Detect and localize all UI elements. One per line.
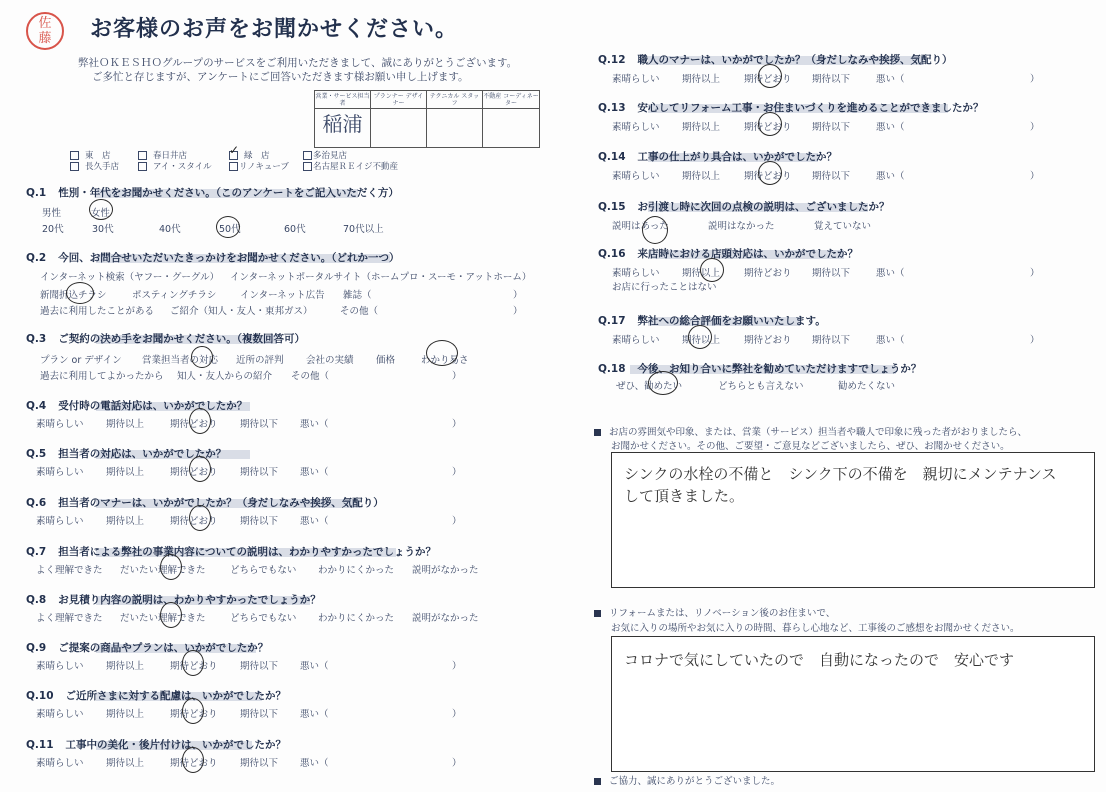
question-q16: Q.16 来店時における店頭対応は、いかがでしたか？: [598, 248, 859, 260]
option-mostly-understood[interactable]: だいたい理解できた: [120, 565, 206, 576]
option-excellent[interactable]: 素晴らしい: [36, 709, 84, 720]
store-nagakute[interactable]: 長久手店: [70, 160, 119, 172]
option-excellent[interactable]: 素晴らしい: [612, 335, 660, 346]
answer-circle: [758, 161, 782, 185]
question-q3: Q.3 ご契約の決め手をお聞かせください。（複数回答可）: [26, 333, 305, 345]
option-above-expectation[interactable]: 期待以上: [682, 335, 721, 346]
option-excellent[interactable]: 素晴らしい: [36, 758, 84, 769]
question-q8: Q.8 お見積り内容の説明は、わかりやすかったでしょうか？: [26, 594, 321, 606]
option-bad[interactable]: 悪い（: [300, 661, 329, 672]
option-neutral[interactable]: どちらでもない: [230, 613, 297, 624]
option-as-expected[interactable]: 期待どおり: [170, 709, 218, 720]
question-q9: Q.9 ご提案の商品やプランは、いかがでしたか？: [26, 642, 269, 654]
option-excellent[interactable]: 素晴らしい: [612, 122, 660, 133]
staff-value-realestate: [483, 109, 539, 147]
option-excellent[interactable]: 素晴らしい: [612, 171, 660, 182]
option-above-expectation[interactable]: 期待以上: [106, 661, 145, 672]
question-q2: Q.2 今回、お問合せいただいたきっかけをお聞かせください。（どれか一つ）: [26, 252, 400, 264]
option-bad[interactable]: 悪い（: [876, 171, 905, 182]
answer-circle: [189, 408, 211, 434]
store-midori[interactable]: ✓ 緑 店: [229, 143, 270, 161]
option-as-expected[interactable]: 期待どおり: [744, 171, 792, 182]
option-below-expectation[interactable]: 期待以下: [240, 758, 279, 769]
checkbox-icon: [303, 162, 312, 171]
option-hard-to-understand[interactable]: わかりにくかった: [318, 613, 395, 624]
option-bad[interactable]: 悪い（: [300, 516, 329, 527]
answer-circle: [216, 216, 240, 238]
question-q11: Q.11 工事中の美化・後片付けは、いかがでしたか？: [26, 739, 287, 751]
option-mostly-understood[interactable]: だいたい理解できた: [120, 613, 206, 624]
comment-prompt-2: お聞かせください。その他、ご要望・ご意見などございましたら、ぜひ、お聞かせください。: [611, 441, 1010, 452]
answer-circle: [182, 650, 204, 676]
option-bad-close: ）: [452, 709, 462, 720]
checkbox-icon: [70, 151, 79, 160]
option-clarity[interactable]: わかり易さ: [421, 355, 469, 366]
answer-circle: [182, 698, 204, 724]
answer-circle: [189, 456, 211, 482]
checkbox-icon: [70, 162, 79, 171]
answer-circle: [758, 112, 782, 136]
option-40s[interactable]: 40代: [159, 224, 181, 235]
option-70s-plus[interactable]: 70代以上: [343, 224, 384, 235]
option-male[interactable]: 男性: [42, 208, 62, 219]
question-q14: Q.14 工事の仕上がり具合は、いかがでしたか？: [598, 151, 838, 163]
option-track-record[interactable]: 会社の実績: [306, 355, 354, 366]
question-q18: Q.18 今後、お知り合いに弊社を勧めていただけますでしょうか？: [598, 363, 922, 375]
seal-stamp: 佐 藤: [26, 12, 64, 50]
option-understood-well[interactable]: よく理解できた: [36, 613, 103, 624]
option-other[interactable]: その他（: [340, 306, 379, 317]
answer-circle: [642, 216, 668, 244]
question-q7: Q.7 担当者による弊社の事業内容についての説明は、わかりやすかったでしょうか？: [26, 546, 437, 558]
option-as-expected[interactable]: 期待どおり: [170, 419, 218, 430]
option-sales-response[interactable]: 営業担当者の対応: [142, 355, 219, 366]
answer-circle: [648, 371, 678, 395]
option-bad-close: ）: [452, 516, 462, 527]
checkbox-checked-icon: ✓: [229, 151, 238, 160]
option-as-expected[interactable]: 期待どおり: [170, 758, 218, 769]
option-below-expectation[interactable]: 期待以下: [812, 171, 851, 182]
question-q5: Q.5 担当者の対応は、いかがでしたか？: [26, 448, 227, 460]
option-internet-ad[interactable]: インターネット広告: [240, 290, 325, 301]
staff-header-technical: テクニカル スタッフ: [427, 91, 483, 109]
comment-answer-line-2: して頂きました。: [624, 487, 745, 505]
intro-line-2: ご多忙と存じますが、アンケートにご回答いただきます様お願い申し上げます。: [92, 71, 469, 83]
comment-box-2[interactable]: [611, 636, 1095, 772]
option-posting-flyer[interactable]: ポスティングチラシ: [132, 290, 217, 301]
answer-circle: [191, 346, 213, 368]
option-newspaper-flyer[interactable]: 新聞折込チラシ: [40, 290, 107, 301]
option-bad[interactable]: 悪い（: [300, 709, 329, 720]
store-istyle[interactable]: アイ・スタイル: [138, 160, 212, 172]
option-neutral[interactable]: どちらでもない: [230, 565, 297, 576]
option-good-past[interactable]: 過去に利用してよかったから: [40, 371, 164, 382]
option-magazine[interactable]: 雑誌（: [343, 290, 372, 301]
answer-circle: [700, 258, 724, 282]
option-below-expectation[interactable]: 期待以下: [240, 419, 279, 430]
store-nagoya-realestate[interactable]: 名古屋ＲＥイジ不動産: [303, 160, 398, 172]
option-bad-close: ）: [452, 758, 462, 769]
option-bad-close: ）: [452, 467, 462, 478]
option-above-expectation[interactable]: 期待以上: [106, 419, 145, 430]
answer-circle: [688, 325, 712, 349]
footer-thanks: ご協力、誠にありがとうございました。: [594, 773, 780, 787]
option-below-expectation[interactable]: 期待以下: [240, 467, 279, 478]
option-understood-well[interactable]: よく理解できた: [36, 565, 103, 576]
option-50s[interactable]: 50代: [219, 224, 241, 235]
option-below-expectation[interactable]: 期待以下: [812, 74, 851, 85]
page-title: お客様のお声をお聞かせください。: [90, 17, 459, 42]
option-above-expectation[interactable]: 期待以上: [106, 516, 145, 527]
option-friend-referral[interactable]: 知人・友人からの紹介: [177, 371, 273, 382]
store-renocube[interactable]: リノキューブ: [229, 160, 289, 172]
option-60s[interactable]: 60代: [284, 224, 306, 235]
question-q4: Q.4 受付時の電話対応は、いかがでしたか？: [26, 400, 248, 412]
comment-answer-line-3: コロナで気にしていたので 自動になったので 安心です: [624, 651, 1015, 669]
bullet-square-icon: [594, 610, 601, 617]
staff-value-planner: [371, 109, 427, 147]
checkbox-icon: [138, 162, 147, 171]
answer-circle: [426, 340, 458, 366]
option-bad-close: ）: [1030, 171, 1040, 182]
staff-value-sales: 稲浦: [315, 109, 371, 147]
comment-prompt-1: お店の雰囲気や印象、または、営業（サービス）担当者や職人で印象に残った者がおりましたら、: [594, 424, 1027, 438]
option-as-expected[interactable]: 期待どおり: [744, 335, 792, 346]
option-price[interactable]: 価格: [376, 355, 396, 366]
option-internet-search[interactable]: インターネット検索（ヤフー・グーグル）: [40, 272, 220, 283]
bullet-square-icon: [594, 778, 601, 785]
option-reputation[interactable]: 近所の評判: [236, 355, 284, 366]
question-q17: Q.17 弊社への総合評価をお願いいたします。: [598, 315, 826, 327]
option-hard-to-understand[interactable]: わかりにくかった: [318, 565, 395, 576]
question-q6: Q.6 担当者のマナーは、いかがでしたか？（身だしなみや挨拶、気配り）: [26, 497, 384, 509]
option-portal-site[interactable]: インターネットポータルサイト（ホームプロ・スーモ・アットホーム）: [230, 272, 532, 283]
option-magazine-close: ）: [513, 290, 523, 301]
option-other[interactable]: その他（: [291, 371, 330, 382]
option-above-expectation[interactable]: 期待以上: [682, 171, 721, 182]
option-as-expected[interactable]: 期待どおり: [170, 661, 218, 672]
option-recommend-yes[interactable]: ぜひ、勧めたい: [616, 381, 683, 392]
option-as-expected[interactable]: 期待どおり: [170, 467, 218, 478]
checkbox-icon: [229, 162, 238, 171]
option-below-expectation[interactable]: 期待以下: [812, 122, 851, 133]
checkbox-icon: [138, 151, 147, 160]
option-recommend-no[interactable]: 勧めたくない: [838, 381, 896, 392]
option-no-explanation[interactable]: 説明がなかった: [412, 565, 479, 576]
comment-prompt-3: リフォームまたは、リノベーション後のお住まいで、: [594, 605, 835, 619]
store-tajimi[interactable]: 多治見店: [303, 149, 347, 161]
option-excellent[interactable]: 素晴らしい: [612, 268, 660, 279]
option-above-expectation[interactable]: 期待以上: [682, 268, 721, 279]
option-below-expectation[interactable]: 期待以下: [240, 516, 279, 527]
answer-circle: [89, 199, 113, 220]
answer-circle: [182, 747, 204, 773]
option-referral[interactable]: ご紹介（知人・友人・東邦ガス）: [170, 306, 313, 317]
option-bad[interactable]: 悪い（: [876, 335, 905, 346]
answer-circle: [66, 282, 94, 304]
option-no-explanation[interactable]: 説明がなかった: [412, 613, 479, 624]
staff-header-sales: 営業・サービス担当者: [315, 93, 370, 107]
option-bad-close: ）: [1030, 74, 1040, 85]
store-east[interactable]: 東 店: [70, 149, 111, 161]
answer-circle: [189, 505, 211, 531]
staff-value-technical: [427, 109, 483, 147]
option-plan-design[interactable]: プラン or デザイン: [40, 355, 122, 366]
checkbox-icon: [303, 151, 312, 160]
option-above-expectation[interactable]: 期待以上: [106, 758, 145, 769]
question-q10: Q.10 ご近所さまに対する配慮は、いかがでしたか？: [26, 690, 287, 702]
option-20s[interactable]: 20代: [42, 224, 64, 235]
option-excellent[interactable]: 素晴らしい: [36, 516, 84, 527]
option-bad[interactable]: 悪い（: [300, 419, 329, 430]
answer-circle: [758, 64, 782, 88]
option-other-close: ）: [513, 306, 523, 317]
option-below-expectation[interactable]: 期待以下: [812, 335, 851, 346]
option-above-expectation[interactable]: 期待以上: [682, 122, 721, 133]
option-below-expectation[interactable]: 期待以下: [240, 709, 279, 720]
comment-answer-line-1: シンクの水栓の不備と シンク下の不備を 親切にメンテナンス: [624, 465, 1057, 483]
option-never-visited[interactable]: お店に行ったことはない: [612, 282, 717, 293]
answer-circle: [160, 554, 182, 580]
option-above-expectation[interactable]: 期待以上: [106, 467, 145, 478]
option-bad-close: ）: [1030, 122, 1040, 133]
comment-box-1[interactable]: [611, 452, 1095, 588]
option-past-user[interactable]: 過去に利用したことがある: [40, 306, 155, 317]
option-excellent[interactable]: 素晴らしい: [612, 74, 660, 85]
option-excellent[interactable]: 素晴らしい: [36, 661, 84, 672]
option-above-expectation[interactable]: 期待以上: [682, 74, 721, 85]
answer-circle: [160, 602, 182, 628]
question-q13: Q.13 安心してリフォーム工事・お住まいづくりを進めることができましたか？: [598, 102, 984, 114]
option-below-expectation[interactable]: 期待以下: [240, 661, 279, 672]
staff-table: [314, 90, 540, 148]
option-bad[interactable]: 悪い（: [876, 122, 905, 133]
option-bad[interactable]: 悪い（: [300, 467, 329, 478]
option-above-expectation[interactable]: 期待以上: [106, 709, 145, 720]
option-bad[interactable]: 悪い（: [876, 74, 905, 85]
option-not-explained[interactable]: 説明はなかった: [708, 221, 775, 232]
question-q1: Q.1 性別・年代をお聞かせください。（このアンケートをご記入いただく方）: [26, 187, 399, 199]
option-bad-close: ）: [452, 419, 462, 430]
option-recommend-neutral[interactable]: どちらとも言えない: [718, 381, 804, 392]
option-explained[interactable]: 説明はあった: [612, 221, 669, 232]
question-q12: Q.12 職人のマナーは、いかがでしたか？（身だしなみや挨拶、気配り）: [598, 54, 953, 66]
option-bad[interactable]: 悪い（: [876, 268, 905, 279]
option-as-expected[interactable]: 期待どおり: [170, 516, 218, 527]
option-bad-close: ）: [1030, 268, 1040, 279]
option-female[interactable]: 女性: [91, 208, 111, 219]
option-as-expected[interactable]: 期待どおり: [744, 122, 792, 133]
comment-prompt-4: お気に入りの場所やお気に入りの時間、暮らし心地など、工事後のご感想をお聞かせください。: [611, 623, 1020, 634]
option-excellent[interactable]: 素晴らしい: [36, 419, 84, 430]
bullet-square-icon: [594, 429, 601, 436]
staff-header-realestate: 不動産 コーディネーター: [483, 93, 539, 107]
option-as-expected[interactable]: 期待どおり: [744, 268, 792, 279]
option-bad-close: ）: [1030, 335, 1040, 346]
option-bad[interactable]: 悪い（: [300, 758, 329, 769]
option-30s[interactable]: 30代: [92, 224, 114, 235]
store-kasugai[interactable]: 春日井店: [138, 149, 187, 161]
option-excellent[interactable]: 素晴らしい: [36, 467, 84, 478]
question-q15: Q.15 お引渡し時に次回の点検の説明は、ございましたか？: [598, 201, 890, 213]
option-bad-close: ）: [452, 661, 462, 672]
option-as-expected[interactable]: 期待どおり: [744, 74, 792, 85]
option-below-expectation[interactable]: 期待以下: [812, 268, 851, 279]
intro-line-1: 弊社ＯＫＥＳＨＯグループのサービスをご利用いただきまして、誠にありがとうございます。: [78, 57, 518, 69]
staff-header-planner: プランナー デザイナー: [371, 91, 427, 109]
option-other-close: ）: [452, 371, 462, 382]
option-dont-remember[interactable]: 覚えていない: [814, 221, 872, 232]
